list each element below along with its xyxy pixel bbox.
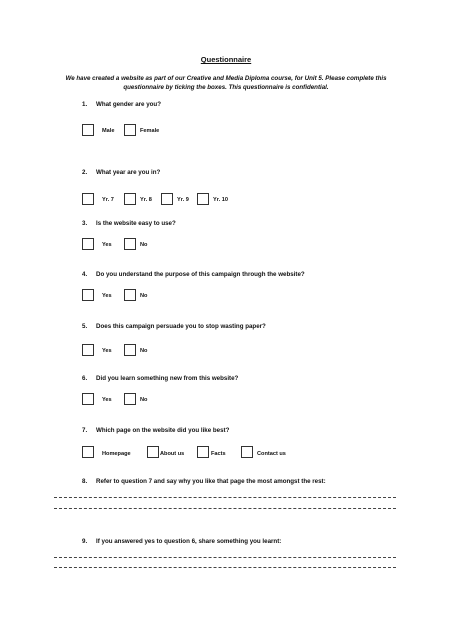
label-q5-no: No: [140, 348, 148, 354]
label-female: Female: [140, 128, 160, 134]
label-yr7: Yr. 7: [102, 197, 114, 203]
checkbox-q4-no[interactable]: [124, 289, 136, 301]
checkbox-q5-yes[interactable]: [82, 344, 94, 356]
label-contact-us: Contact us: [257, 451, 286, 457]
label-q4-yes: Yes: [102, 293, 112, 299]
checkbox-homepage[interactable]: [82, 446, 94, 458]
checkbox-q6-no[interactable]: [124, 393, 136, 405]
checkbox-about-us[interactable]: [147, 446, 159, 458]
label-q5-yes: Yes: [102, 348, 112, 354]
label-q6-yes: Yes: [102, 397, 112, 403]
question-8: 8. Refer to question 7 and say why you like that page the most amongst the rest:: [82, 478, 326, 485]
answer-line-q8-1[interactable]: [54, 497, 396, 498]
checkbox-q5-no[interactable]: [124, 344, 136, 356]
page-title: Questionnaire: [200, 55, 252, 64]
question-9: 9. If you answered yes to question 6, share something you learnt:: [82, 538, 282, 545]
checkbox-q3-yes[interactable]: [82, 238, 94, 250]
question-7: 7. Which page on the website did you like best?: [82, 427, 230, 434]
label-q4-no: No: [140, 293, 148, 299]
label-q6-no: No: [140, 397, 148, 403]
label-male: Male: [102, 128, 115, 134]
checkbox-yr7[interactable]: [82, 193, 94, 205]
question-6: 6. Did you learn something new from this website?: [82, 375, 239, 382]
label-about-us: About us: [160, 451, 185, 457]
checkbox-yr9[interactable]: [161, 193, 173, 205]
checkbox-yr8[interactable]: [124, 193, 136, 205]
intro-text: We have created a website as part of our Creative and Media Diploma course, for Unit 5. Please complete this questionnaire by ticking the boxes. This questionnaire is confidential.: [65, 75, 387, 91]
answer-line-q9-2[interactable]: [54, 567, 396, 568]
checkbox-q4-yes[interactable]: [82, 289, 94, 301]
label-facts: Facts: [211, 451, 226, 457]
checkbox-q3-no[interactable]: [124, 238, 136, 250]
checkbox-q6-yes[interactable]: [82, 393, 94, 405]
checkbox-yr10[interactable]: [197, 193, 209, 205]
question-1: 1. What gender are you?: [82, 101, 161, 108]
checkbox-female[interactable]: [124, 124, 136, 136]
answer-line-q9-1[interactable]: [54, 557, 396, 558]
label-yr10: Yr. 10: [213, 197, 228, 203]
label-homepage: Homepage: [102, 451, 131, 457]
label-q3-yes: Yes: [102, 242, 112, 248]
question-2: 2. What year are you in?: [82, 169, 161, 176]
question-3: 3. Is the website easy to use?: [82, 220, 176, 227]
label-yr8: Yr. 8: [140, 197, 152, 203]
label-q3-no: No: [140, 242, 148, 248]
answer-line-q8-2[interactable]: [54, 508, 396, 509]
question-5: 5. Does this campaign persuade you to stop wasting paper?: [82, 323, 266, 330]
checkbox-male[interactable]: [82, 124, 94, 136]
checkbox-facts[interactable]: [197, 446, 209, 458]
question-4: 4. Do you understand the purpose of this campaign through the website?: [82, 271, 305, 278]
label-yr9: Yr. 9: [177, 197, 189, 203]
checkbox-contact-us[interactable]: [241, 446, 253, 458]
